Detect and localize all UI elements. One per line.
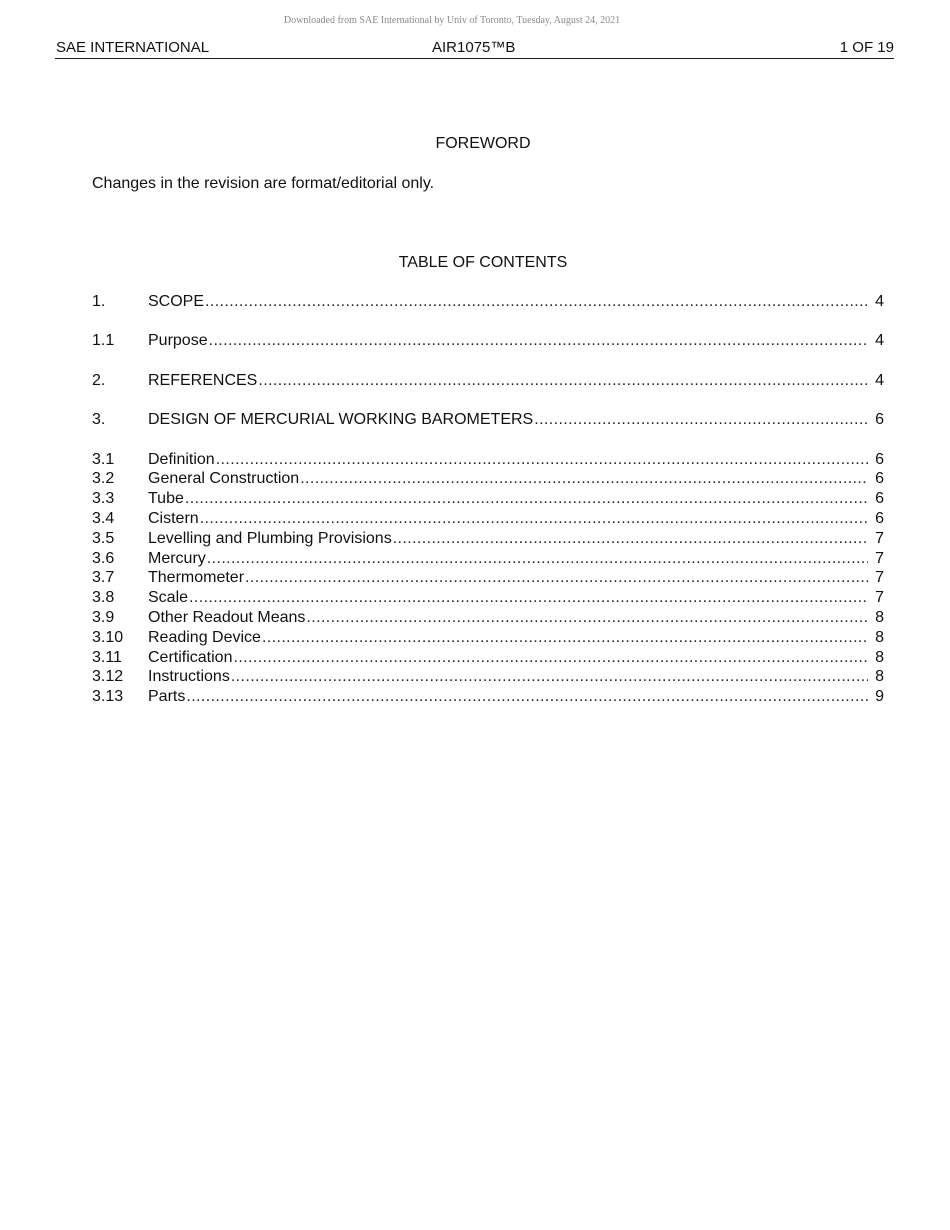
toc-entry-page: 4 [875, 371, 884, 389]
header-page-indicator: 1 OF 19 [839, 39, 894, 56]
toc-entry-page: 4 [875, 332, 884, 350]
toc-entry[interactable] [92, 687, 884, 707]
toc-entry-page: 6 [875, 450, 884, 468]
toc-entry[interactable] [92, 588, 884, 608]
toc-dot-leader [205, 292, 868, 312]
toc-title: TABLE OF CONTENTS [398, 254, 568, 271]
toc-entry[interactable] [92, 410, 884, 430]
toc-dot-leader [393, 529, 868, 549]
toc-entry-label: Scale [148, 589, 189, 607]
toc-entry-number: 3.9 [92, 608, 115, 626]
toc-entry-page: 7 [875, 569, 884, 587]
toc-entry-number: 3.7 [92, 569, 115, 587]
toc-entry-page: 7 [875, 589, 884, 607]
toc-entry[interactable] [92, 292, 884, 312]
header-document-id: AIR1075™B [432, 39, 516, 56]
toc-entry-label: Parts [148, 688, 186, 706]
toc-entry-number: 3.2 [92, 470, 115, 488]
toc-entry-number: 3. [92, 411, 106, 429]
toc-entry-label: SCOPE [148, 293, 205, 310]
toc-entry-number: 3.12 [92, 668, 124, 686]
toc-dot-leader [207, 549, 868, 569]
toc-entry-page: 6 [875, 470, 884, 488]
toc-entry-label: Mercury [148, 549, 206, 567]
toc-entry-label: Purpose [148, 332, 208, 350]
toc-entry-number: 1.1 [92, 332, 115, 350]
toc-entry-label: REFERENCES [148, 371, 258, 389]
toc-entry[interactable] [92, 331, 884, 351]
toc-entry-page: 6 [875, 490, 884, 508]
toc-entry-label: Levelling and Plumbing Provisions [148, 529, 392, 547]
toc-dot-leader [306, 608, 868, 628]
toc-entry-page: 8 [875, 608, 884, 626]
toc-entry-number: 3.13 [92, 688, 124, 706]
toc-entry[interactable] [92, 648, 884, 668]
toc-entry-label: Thermometer [148, 569, 245, 587]
toc-entry-number: 3.1 [92, 450, 115, 468]
toc-entry-page: 7 [875, 549, 884, 567]
page-header [55, 38, 894, 59]
toc-dot-leader [258, 371, 868, 391]
toc-entry-label: Instructions [148, 668, 230, 686]
toc-entry-page: 8 [875, 648, 884, 666]
toc-entry-label: Tube [148, 490, 184, 508]
toc-entry-page: 7 [875, 529, 884, 547]
toc-dot-leader [262, 628, 868, 648]
toc-entry-label: Definition [148, 450, 215, 468]
toc-entry-page: 6 [875, 509, 884, 527]
toc-entry-number: 3.4 [92, 509, 115, 527]
toc-dot-leader [216, 450, 868, 470]
toc-entry-number: 1. [92, 293, 106, 310]
toc-entry-number: 3.8 [92, 589, 115, 607]
toc-dot-leader [245, 568, 868, 588]
foreword-body: Changes in the revision are format/editorial only. [92, 175, 435, 192]
toc-entry[interactable] [92, 509, 884, 529]
toc-entry-label: DESIGN OF MERCURIAL WORKING BAROMETERS [148, 411, 534, 429]
toc-entry-page: 9 [875, 688, 884, 706]
toc-entry[interactable] [92, 450, 884, 470]
toc-dot-leader [231, 667, 868, 687]
toc-entry-number: 3.10 [92, 628, 124, 646]
toc-dot-leader [186, 687, 868, 707]
toc-entry-label: Reading Device [148, 628, 261, 646]
toc-entry-number: 3.5 [92, 529, 115, 547]
toc-dot-leader [233, 648, 868, 668]
toc-entry[interactable] [92, 489, 884, 509]
toc-entry-page: 4 [875, 293, 884, 310]
toc-entry-number: 3.6 [92, 549, 115, 567]
foreword-title: FOREWORD [435, 135, 531, 152]
toc-dot-leader [200, 509, 868, 529]
toc-entry-label: General Construction [148, 470, 300, 488]
download-watermark: Downloaded from SAE International by Univ of Toronto, Tuesday, August 24, 2021 [283, 15, 621, 26]
toc-dot-leader [189, 588, 868, 608]
toc-entry-number: 3.3 [92, 490, 115, 508]
toc-dot-leader [300, 469, 868, 489]
toc-entry-number: 2. [92, 371, 106, 389]
toc-entry[interactable] [92, 529, 884, 549]
toc-entry[interactable] [92, 469, 884, 489]
header-organization: SAE INTERNATIONAL [56, 39, 210, 56]
table-of-contents [92, 292, 884, 707]
toc-entry[interactable] [92, 568, 884, 588]
toc-entry-label: Other Readout Means [148, 608, 306, 626]
toc-entry-label: Certification [148, 648, 233, 666]
toc-dot-leader [534, 410, 868, 430]
toc-entry[interactable] [92, 608, 884, 628]
toc-entry-label: Cistern [148, 509, 199, 527]
toc-entry-page: 6 [875, 411, 884, 429]
toc-entry[interactable] [92, 549, 884, 569]
toc-entry-page: 8 [875, 668, 884, 686]
toc-entry-number: 3.11 [92, 648, 122, 666]
toc-dot-leader [185, 489, 868, 509]
toc-dot-leader [209, 331, 868, 351]
toc-entry[interactable] [92, 371, 884, 391]
toc-entry[interactable] [92, 667, 884, 687]
toc-entry[interactable] [92, 628, 884, 648]
toc-entry-page: 8 [875, 628, 884, 646]
